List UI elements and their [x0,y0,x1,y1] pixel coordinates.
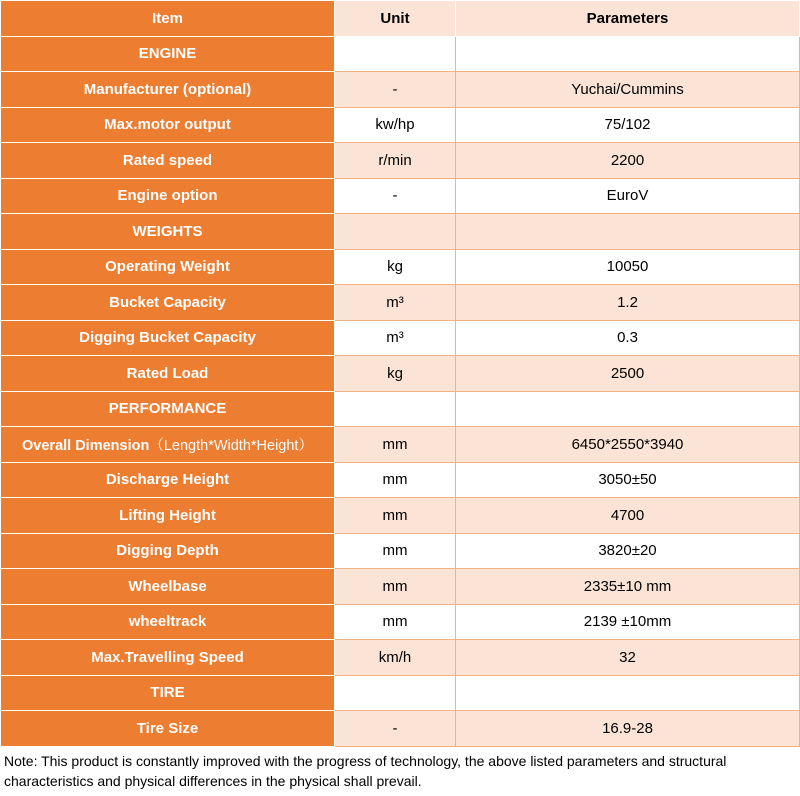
item-label: Discharge Height [105,471,230,489]
section-row [1,214,800,250]
unit-cell [335,36,456,72]
parameter-cell: 32 [456,640,800,676]
header-parameters: Parameters [456,1,800,37]
parameter-cell: 2335±10 mm [456,569,800,605]
table-row [1,533,800,569]
parameter-cell: 75/102 [456,107,800,143]
item-label: Digging Bucket Capacity [79,329,256,347]
item-cell [1,107,335,143]
item-cell [1,711,335,747]
parameter-cell: EuroV [456,178,800,214]
parameter-cell [456,391,800,427]
unit-cell [335,675,456,711]
header-unit: Unit [335,1,456,37]
item-cell [1,320,335,356]
table-row [1,249,800,285]
item-cell [1,249,335,285]
unit-cell: mm [335,498,456,534]
parameter-cell: 1.2 [456,285,800,321]
item-cell [1,178,335,214]
unit-cell: - [335,178,456,214]
parameter-cell [456,675,800,711]
item-label: Max.motor output [104,116,231,134]
parameter-cell: 0.3 [456,320,800,356]
item-label: Tire Size [136,719,199,737]
section-row [1,675,800,711]
header-item: Item [1,1,335,37]
item-label: Manufacturer (optional) [83,80,252,98]
item-cell [1,427,335,463]
unit-cell: m³ [335,320,456,356]
item-cell [1,285,335,321]
unit-cell: m³ [335,285,456,321]
section-row [1,391,800,427]
item-cell [1,569,335,605]
table-row [1,427,800,463]
parameter-cell: 16.9-28 [456,711,800,747]
table-header-row [1,1,800,37]
item-label: Operating Weight [105,258,230,276]
parameter-cell: 6450*2550*3940 [456,427,800,463]
unit-cell [335,391,456,427]
item-cell [1,72,335,108]
parameter-cell: 2500 [456,356,800,392]
item-cell [1,356,335,392]
item-label: Lifting Height [119,506,216,524]
unit-cell: mm [335,533,456,569]
unit-cell: kg [335,249,456,285]
table-row [1,711,800,747]
unit-cell: km/h [335,640,456,676]
parameter-cell: 3820±20 [456,533,800,569]
parameter-cell: 2200 [456,143,800,179]
unit-cell: mm [335,569,456,605]
item-label: ENGINE [138,45,197,63]
unit-cell: mm [335,604,456,640]
item-cell [1,640,335,676]
unit-cell: r/min [335,143,456,179]
unit-cell [335,214,456,250]
unit-cell: kg [335,356,456,392]
table-row [1,107,800,143]
item-label: wheeltrack [128,613,207,631]
item-label: Digging Depth [116,542,219,560]
item-label-suffix: （Length*Width*Height） [149,437,313,454]
unit-cell: mm [335,462,456,498]
section-title [1,214,335,250]
unit-cell: - [335,72,456,108]
table-row [1,356,800,392]
table-row [1,604,800,640]
section-title [1,36,335,72]
item-label: Bucket Capacity [109,293,226,311]
item-label: Rated Load [126,364,209,382]
unit-cell: - [335,711,456,747]
item-cell [1,604,335,640]
table-row [1,640,800,676]
item-label: PERFORMANCE [108,400,227,418]
parameter-cell [456,214,800,250]
item-cell [1,533,335,569]
table-row [1,72,800,108]
item-label: Engine option [117,187,218,205]
item-cell [1,462,335,498]
item-label: TIRE [150,684,185,702]
table-row [1,143,800,179]
parameter-cell [456,36,800,72]
item-label: Overall Dimension [22,437,150,454]
section-title [1,391,335,427]
parameter-cell: 10050 [456,249,800,285]
section-title [1,675,335,711]
table-body [1,36,800,746]
item-label: Wheelbase [128,577,207,595]
section-row [1,36,800,72]
table-row [1,178,800,214]
item-cell [1,498,335,534]
parameter-cell: 3050±50 [456,462,800,498]
table-row [1,320,800,356]
table-row [1,462,800,498]
table-row [1,285,800,321]
item-label: WEIGHTS [132,222,203,240]
item-label: Rated speed [122,151,213,169]
parameter-cell: 4700 [456,498,800,534]
unit-cell: mm [335,427,456,463]
table-row [1,569,800,605]
parameter-cell: Yuchai/Cummins [456,72,800,108]
table-row [1,498,800,534]
item-label: Max.Travelling Speed [91,648,244,666]
item-cell [1,143,335,179]
parameter-cell: 2139 ±10mm [456,604,800,640]
unit-cell: kw/hp [335,107,456,143]
footnote: Note: This product is constantly improved with the progress of technology, the above listed parameters and structural characteristics and physical differences in the physical shall prevail. [4,753,727,789]
